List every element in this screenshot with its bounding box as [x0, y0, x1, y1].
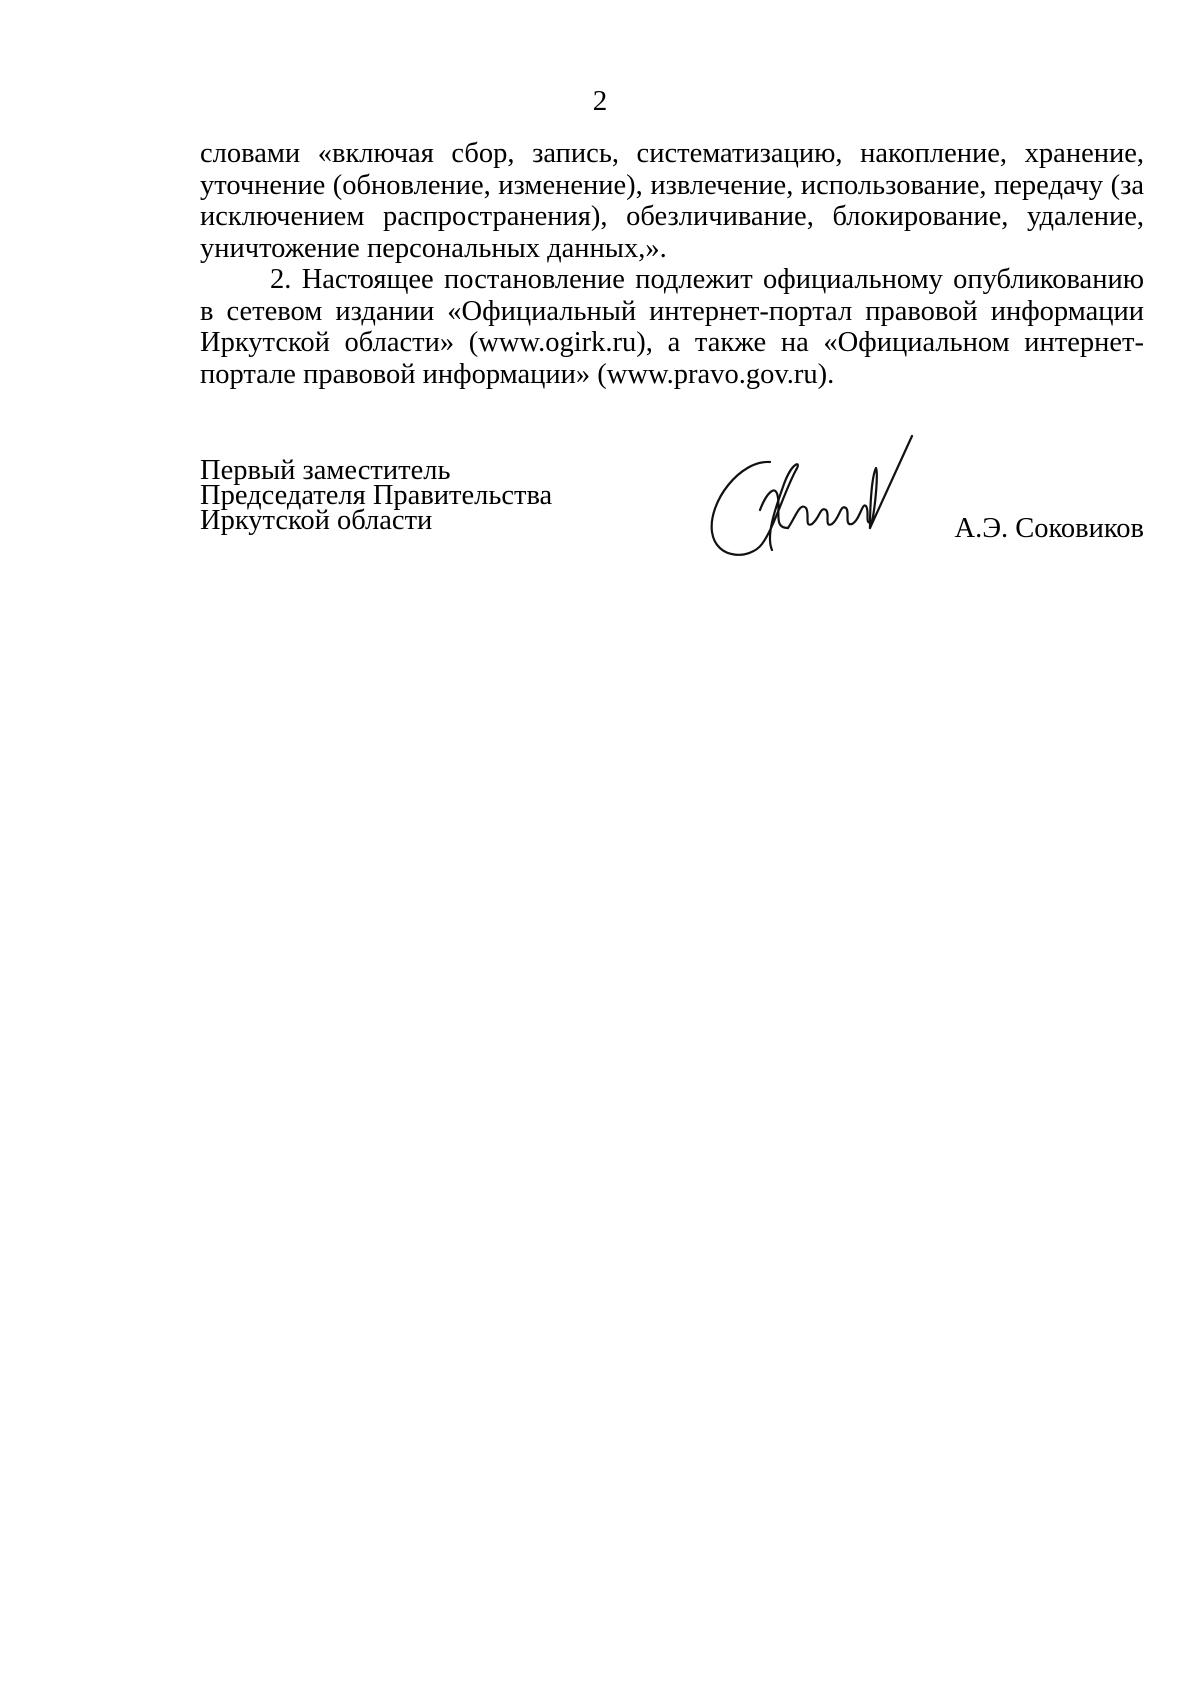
- signatory-position-line: Иркутской области: [200, 505, 433, 536]
- paragraph-item-2: 2. Настоящее постановление подлежит официальному опубликованию в сетевом издании «Официальный интернет-портал правовой информации Иркутской области» (www.ogirk.ru), а также на «Официальном интернет-портале правовой информации» (www.pravo.gov.ru).: [200, 264, 1144, 390]
- handwritten-signature: [700, 432, 915, 567]
- document-body: [200, 138, 1144, 390]
- paragraph-continuation: словами «включая сбор, запись, систематизацию, накопление, хранение, уточнение (обновление, изменение), извлечение, использование, передачу (за исключением распространения), обезличивание, блокирование, удаление, уничтожение персональных данных,».: [200, 138, 1144, 264]
- signatory-position: [200, 455, 553, 536]
- signatory-position-line: Председателя Правительства: [200, 480, 553, 511]
- signatory-name: А.Э. Соковиков: [954, 513, 1144, 544]
- page-number: 2: [592, 85, 608, 117]
- signatory-position-line: Первый заместитель: [200, 455, 451, 486]
